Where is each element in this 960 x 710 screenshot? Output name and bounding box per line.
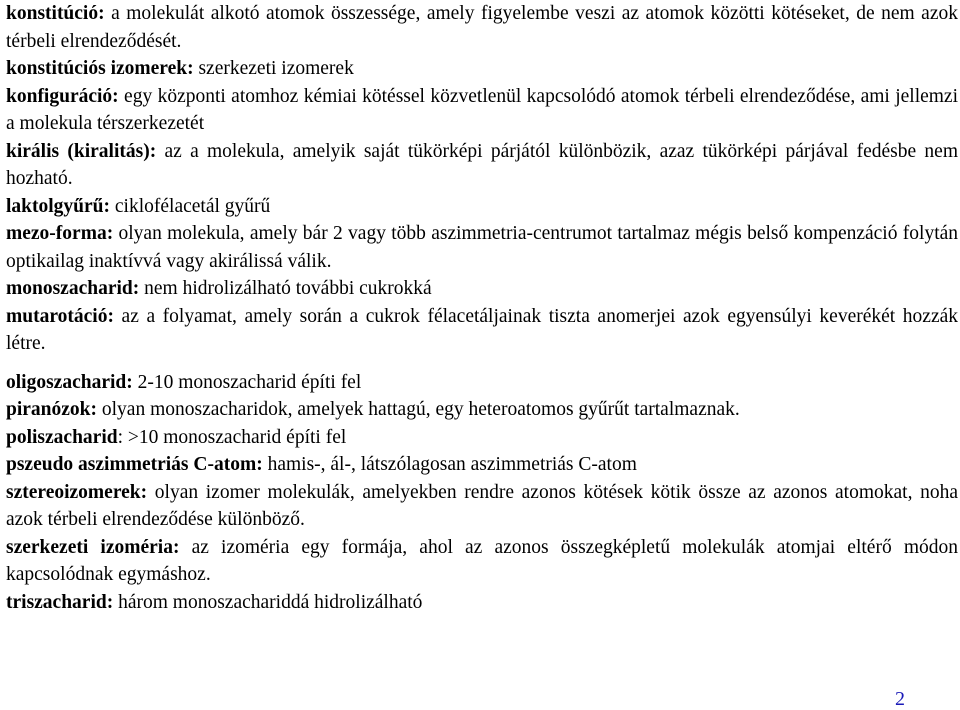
glossary-entry-piranozok [6,396,958,424]
glossary-definition: három monoszachariddá hidrolizálható [118,591,423,613]
glossary-definition: az a folyamat, amely során a cukrok félacetáljainak tiszta anomerjei azok egyensúlyi keverékét hozzák létre. [6,305,959,354]
glossary-term: piranózok: [6,399,98,420]
glossary-entry-laktolgyuru [6,193,958,221]
glossary-definition: a molekulát alkotó atomok összessége, amely figyelembe veszi az atomok közötti kötéseket, de nem azok térbeli elrendeződését. [6,3,958,52]
glossary-entry-triszacharid [6,589,958,617]
glossary-definition: 2-10 monoszacharid építi fel [137,371,362,393]
glossary-term: konfiguráció: [6,85,119,107]
glossary-entry-mezo-forma [6,220,958,275]
glossary-definition: egy központi atomhoz kémiai kötéssel közvetlenül kapcsolódó atomok térbeli elrendeződése, ami jellemzi a molekula térszerkezetét [6,85,959,134]
glossary-term: pszeudo aszimmetriás C-atom: [6,454,263,475]
glossary-entry-szerkezeti-izomeria [6,534,958,589]
glossary-definition: olyan monoszacharidok, amelyek hattagú, egy heteroatomos gyűrűt tartalmaznak. [101,399,740,420]
glossary-term: monoszacharid: [6,278,140,299]
glossary-entry-oligoszacharid [6,369,958,397]
glossary-entry-pszeudo-aszimmetrias [6,451,958,479]
glossary-definition: hamis-, ál-, látszólagosan aszimmetriás C-atom [267,454,637,475]
glossary-term: triszacharid: [6,591,114,613]
glossary-term: sztereoizomerek: [6,481,148,503]
glossary-entry-kiralis [6,138,958,193]
glossary-term: poliszacharid [6,426,118,448]
glossary-term: királis (kiralitás): [6,140,157,162]
glossary-term: konstitúció: [6,3,105,24]
glossary [6,0,958,616]
glossary-entry-poliszacharid [6,424,958,452]
glossary-term: konstitúciós izomerek: [6,58,194,79]
glossary-term: mutarotáció: [6,305,114,327]
glossary-definition: : >10 monoszacharid építi fel [117,426,347,448]
glossary-definition: nem hidrolizálható további cukrokká [144,278,432,299]
glossary-entry-konstitucio [6,0,958,55]
glossary-entry-mutarotacio [6,303,958,358]
glossary-entry-konstitucios-izomerek [6,55,958,83]
glossary-entry-konfiguracio [6,83,958,138]
glossary-definition: olyan molekula, amely bár 2 vagy több aszimmetria-centrumot tartalmaz mégis belső kompenzáció folytán optikailag inaktívvá vagy akirálissá válik. [6,223,959,272]
glossary-definition: az a molekula, amelyik saját tükörképi párjától különbözik, azaz tükörképi párjával fedésbe nem hozható. [6,140,958,189]
glossary-definition: olyan izomer molekulák, amelyekben rendre azonos kötések kötik össze az azonos atomokat, noha azok térbeli elrendeződése különböző. [6,481,959,530]
glossary-term: szerkezeti izoméria: [6,536,180,558]
glossary-term: laktolgyűrű: [6,195,111,217]
glossary-definition: ciklofélacetál gyűrű [114,195,271,217]
glossary-term: oligoszacharid: [6,371,133,393]
glossary-entry-sztereoizomerek [6,479,958,534]
glossary-definition: az izoméria egy formája, ahol az azonos összegképletű molekulák atomjai eltérő módon kapcsolódnak egymáshoz. [6,536,958,585]
page-number: 2 [895,688,905,710]
glossary-term: mezo-forma: [6,223,114,244]
glossary-definition: szerkezeti izomerek [198,58,354,79]
glossary-entry-monoszacharid [6,275,958,303]
